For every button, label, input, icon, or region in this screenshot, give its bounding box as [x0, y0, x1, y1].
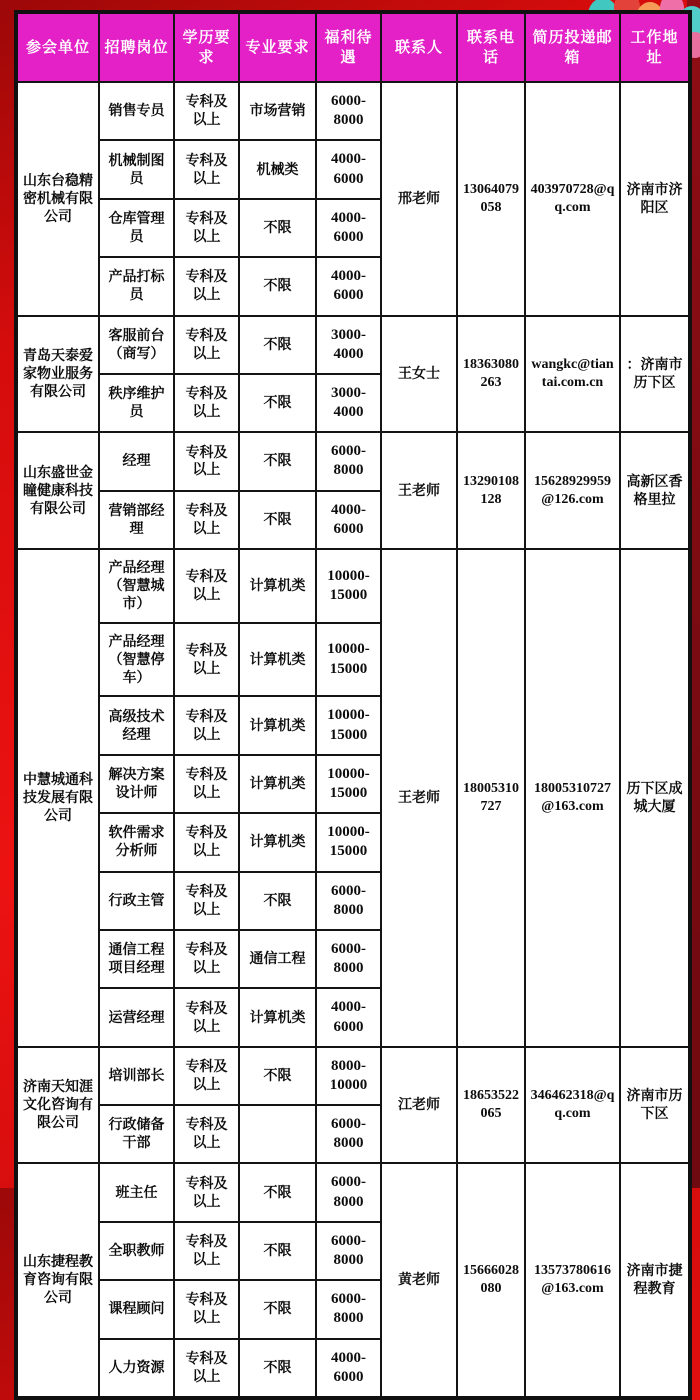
position-title-cell: 全职教师 [99, 1222, 174, 1280]
major-cell: 不限 [239, 432, 316, 490]
salary-cell: 4000-6000 [316, 988, 381, 1046]
company-name-cell: 青岛天泰爱家物业服务有限公司 [16, 316, 99, 433]
education-cell: 专科及以上 [174, 872, 239, 930]
major-cell: 不限 [239, 491, 316, 549]
education-cell: 专科及以上 [174, 623, 239, 697]
column-header-8: 工作地址 [620, 12, 690, 82]
major-cell: 计算机类 [239, 549, 316, 623]
email-cell: 18005310727@163.com [525, 549, 620, 1047]
education-cell: 专科及以上 [174, 82, 239, 140]
address-cell: 济南市历下区 [620, 1047, 690, 1164]
position-title-cell: 培训部长 [99, 1047, 174, 1105]
education-cell: 专科及以上 [174, 988, 239, 1046]
education-cell: 专科及以上 [174, 432, 239, 490]
phone-cell: 13064079058 [457, 82, 525, 316]
contact-person-cell: 王老师 [381, 432, 457, 549]
position-title-cell: 高级技术经理 [99, 696, 174, 754]
education-cell: 专科及以上 [174, 1222, 239, 1280]
position-title-cell: 产品经理（智慧城市） [99, 549, 174, 623]
salary-cell: 3000-4000 [316, 374, 381, 432]
email-cell: 13573780616@163.com [525, 1163, 620, 1398]
phone-cell: 18005310727 [457, 549, 525, 1047]
company-name-cell: 山东台稳精密机械有限公司 [16, 82, 99, 316]
major-cell [239, 1105, 316, 1163]
phone-cell: 13290108128 [457, 432, 525, 549]
column-header-2: 学历要求 [174, 12, 239, 82]
education-cell: 专科及以上 [174, 813, 239, 871]
education-cell: 专科及以上 [174, 140, 239, 198]
salary-cell: 10000-15000 [316, 696, 381, 754]
column-header-5: 联系人 [381, 12, 457, 82]
phone-cell: 15666028080 [457, 1163, 525, 1398]
education-cell: 专科及以上 [174, 199, 239, 257]
salary-cell: 4000-6000 [316, 140, 381, 198]
salary-cell: 6000-8000 [316, 82, 381, 140]
major-cell: 不限 [239, 1047, 316, 1105]
table-header [16, 12, 690, 82]
salary-cell: 6000-8000 [316, 1280, 381, 1338]
major-cell: 不限 [239, 1222, 316, 1280]
major-cell: 计算机类 [239, 696, 316, 754]
salary-cell: 10000-15000 [316, 755, 381, 813]
position-title-cell: 仓库管理员 [99, 199, 174, 257]
major-cell: 机械类 [239, 140, 316, 198]
contact-person-cell: 黄老师 [381, 1163, 457, 1398]
education-cell: 专科及以上 [174, 1280, 239, 1338]
column-header-1: 招聘岗位 [99, 12, 174, 82]
position-title-cell: 班主任 [99, 1163, 174, 1221]
education-cell: 专科及以上 [174, 316, 239, 374]
position-title-cell: 产品打标员 [99, 257, 174, 315]
position-title-cell: 人力资源 [99, 1339, 174, 1398]
contact-person-cell: 王老师 [381, 549, 457, 1047]
salary-cell: 10000-15000 [316, 813, 381, 871]
email-cell: 15628929959@126.com [525, 432, 620, 549]
position-title-cell: 解决方案设计师 [99, 755, 174, 813]
column-header-4: 福利待遇 [316, 12, 381, 82]
address-cell: 济南市济阳区 [620, 82, 690, 316]
contact-person-cell: 江老师 [381, 1047, 457, 1164]
position-title-cell: 机械制图员 [99, 140, 174, 198]
education-cell: 专科及以上 [174, 491, 239, 549]
email-cell: wangkc@tiantai.com.cn [525, 316, 620, 433]
email-cell: 403970728@qq.com [525, 82, 620, 316]
major-cell: 不限 [239, 872, 316, 930]
company-name-cell: 山东盛世金瞳健康科技有限公司 [16, 432, 99, 549]
major-cell: 不限 [239, 374, 316, 432]
salary-cell: 4000-6000 [316, 199, 381, 257]
phone-cell: 18653522065 [457, 1047, 525, 1164]
position-title-cell: 秩序维护员 [99, 374, 174, 432]
salary-cell: 4000-6000 [316, 1339, 381, 1398]
salary-cell: 6000-8000 [316, 930, 381, 988]
column-header-0: 参会单位 [16, 12, 99, 82]
salary-cell: 6000-8000 [316, 872, 381, 930]
position-title-cell: 行政主管 [99, 872, 174, 930]
column-header-7: 简历投递邮箱 [525, 12, 620, 82]
salary-cell: 4000-6000 [316, 257, 381, 315]
address-cell: 历下区成城大厦 [620, 549, 690, 1047]
table-row [16, 1047, 690, 1105]
position-title-cell: 产品经理（智慧停车） [99, 623, 174, 697]
major-cell: 通信工程 [239, 930, 316, 988]
education-cell: 专科及以上 [174, 1047, 239, 1105]
major-cell: 不限 [239, 257, 316, 315]
education-cell: 专科及以上 [174, 549, 239, 623]
table-row [16, 1163, 690, 1221]
recruitment-table [14, 10, 692, 1400]
salary-cell: 6000-8000 [316, 1105, 381, 1163]
major-cell: 市场营销 [239, 82, 316, 140]
major-cell: 计算机类 [239, 755, 316, 813]
salary-cell: 6000-8000 [316, 1163, 381, 1221]
address-cell: ：济南市历下区 [620, 316, 690, 433]
company-name-cell: 山东捷程教育咨询有限公司 [16, 1163, 99, 1398]
position-title-cell: 通信工程项目经理 [99, 930, 174, 988]
company-name-cell: 济南天知涯文化咨询有限公司 [16, 1047, 99, 1164]
education-cell: 专科及以上 [174, 755, 239, 813]
email-cell: 346462318@qq.com [525, 1047, 620, 1164]
salary-cell: 10000-15000 [316, 623, 381, 697]
contact-person-cell: 王女士 [381, 316, 457, 433]
education-cell: 专科及以上 [174, 1105, 239, 1163]
education-cell: 专科及以上 [174, 374, 239, 432]
header-row [16, 12, 690, 82]
salary-cell: 6000-8000 [316, 432, 381, 490]
phone-cell: 18363080263 [457, 316, 525, 433]
table-row [16, 82, 690, 140]
major-cell: 不限 [239, 316, 316, 374]
table-body [16, 82, 690, 1398]
major-cell: 不限 [239, 199, 316, 257]
salary-cell: 4000-6000 [316, 491, 381, 549]
position-title-cell: 软件需求分析师 [99, 813, 174, 871]
salary-cell: 8000-10000 [316, 1047, 381, 1105]
column-header-6: 联系电话 [457, 12, 525, 82]
major-cell: 计算机类 [239, 988, 316, 1046]
major-cell: 计算机类 [239, 813, 316, 871]
education-cell: 专科及以上 [174, 257, 239, 315]
column-header-3: 专业要求 [239, 12, 316, 82]
position-title-cell: 行政储备干部 [99, 1105, 174, 1163]
position-title-cell: 经理 [99, 432, 174, 490]
address-cell: 济南市捷程教育 [620, 1163, 690, 1398]
position-title-cell: 客服前台（商写） [99, 316, 174, 374]
address-cell: 高新区香格里拉 [620, 432, 690, 549]
table-row [16, 549, 690, 623]
position-title-cell: 营销部经理 [99, 491, 174, 549]
major-cell: 不限 [239, 1280, 316, 1338]
position-title-cell: 运营经理 [99, 988, 174, 1046]
position-title-cell: 课程顾问 [99, 1280, 174, 1338]
salary-cell: 3000-4000 [316, 316, 381, 374]
company-name-cell: 中慧城通科技发展有限公司 [16, 549, 99, 1047]
table-row [16, 316, 690, 374]
education-cell: 专科及以上 [174, 696, 239, 754]
education-cell: 专科及以上 [174, 930, 239, 988]
salary-cell: 6000-8000 [316, 1222, 381, 1280]
major-cell: 不限 [239, 1339, 316, 1398]
position-title-cell: 销售专员 [99, 82, 174, 140]
major-cell: 计算机类 [239, 623, 316, 697]
table-row [16, 432, 690, 490]
major-cell: 不限 [239, 1163, 316, 1221]
contact-person-cell: 邢老师 [381, 82, 457, 316]
education-cell: 专科及以上 [174, 1339, 239, 1398]
education-cell: 专科及以上 [174, 1163, 239, 1221]
salary-cell: 10000-15000 [316, 549, 381, 623]
